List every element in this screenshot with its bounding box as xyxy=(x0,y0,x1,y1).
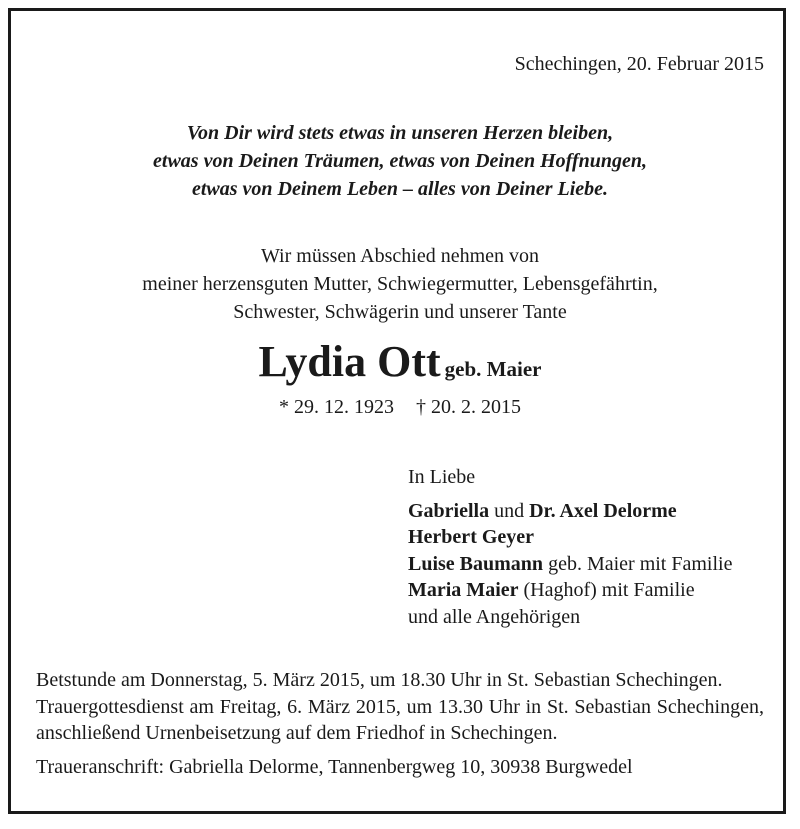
mourner-note: geb. Maier mit Familie xyxy=(543,552,733,575)
deceased-name-line xyxy=(0,336,800,387)
memorial-quote xyxy=(0,119,800,203)
mourner-name: Maria Maier xyxy=(408,579,519,601)
mourner-line xyxy=(408,498,732,525)
mourner-name: Herbert Geyer xyxy=(408,526,535,548)
mourner-line xyxy=(408,551,732,578)
mourners-list xyxy=(408,464,732,630)
mourner-line xyxy=(408,524,732,551)
birth-date: * 29. 12. 1923 xyxy=(279,396,394,418)
service-details xyxy=(36,667,764,747)
death-date: † 20. 2. 2015 xyxy=(416,396,521,418)
mourners-heading: In Liebe xyxy=(408,466,476,488)
mourning-address: Traueranschrift: Gabriella Delorme, Tannenbergweg 10, 30938 Burgwedel xyxy=(36,756,633,778)
intro-line: Wir müssen Abschied nehmen von xyxy=(260,245,540,267)
service-line: Betstunde am Donnerstag, 5. März 2015, um 18.30 Uhr in St. Sebastian Schechingen. xyxy=(36,669,723,691)
place-date: Schechingen, 20. Februar 2015 xyxy=(514,53,764,75)
mourner-name: Dr. Axel Delorme xyxy=(529,499,677,522)
deceased-name: Lydia Ott xyxy=(258,337,441,386)
maiden-name: geb. Maier xyxy=(444,357,542,381)
quote-line: Von Dir wird stets etwas in unseren Herzen bleiben, xyxy=(186,122,614,144)
quote-line: etwas von Deinem Leben – alles von Deiner Liebe. xyxy=(191,178,609,200)
intro-line: meiner herzensguten Mutter, Schwiegermutter, Lebensgefährtin, xyxy=(142,273,658,295)
mourner-line xyxy=(408,577,732,604)
quote-line: etwas von Deinen Träumen, etwas von Deinen Hoffnungen, xyxy=(153,150,647,172)
mourner-connector: und xyxy=(489,499,530,522)
farewell-intro xyxy=(0,242,800,326)
intro-line: Schwester, Schwägerin und unserer Tante xyxy=(233,301,567,323)
life-dates xyxy=(0,396,800,419)
mourner-note: (Haghof) mit Familie xyxy=(518,579,695,601)
mourner-name: Luise Baumann xyxy=(408,552,544,575)
mourner-line: und alle Angehörigen xyxy=(408,605,581,628)
service-line: Trauergottesdienst am Freitag, 6. März 2015, um 13.30 Uhr in St. Sebastian Schechingen, anschließend Urnenbeisetzung auf dem Friedhof in Schechingen. xyxy=(36,695,764,744)
mourner-name: Gabriella xyxy=(408,499,490,522)
